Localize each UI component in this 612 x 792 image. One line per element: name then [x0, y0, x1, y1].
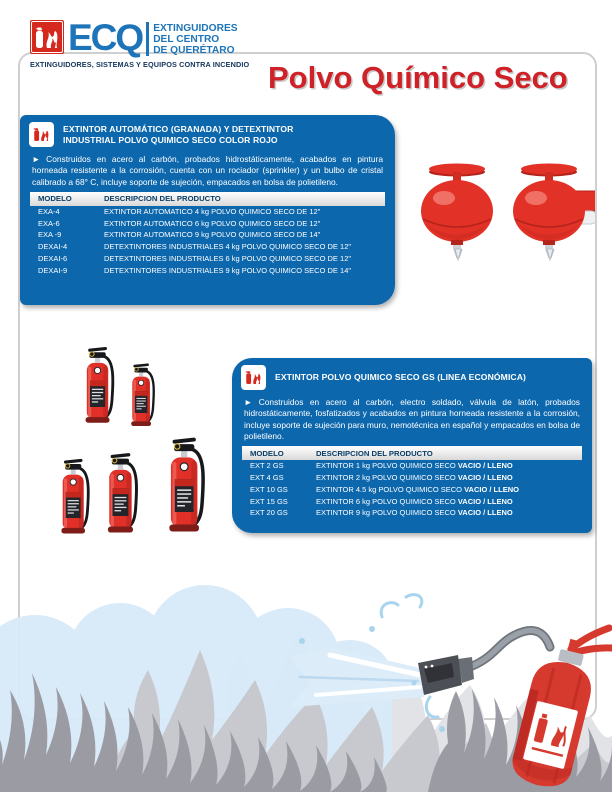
model-cell: EXT 15 GS [250, 496, 288, 506]
extinguisher-photo [61, 459, 88, 534]
model-cell: DEXAI-9 [38, 265, 68, 275]
table-row [30, 241, 385, 253]
panel-title [63, 122, 293, 145]
extinguisher-photo [169, 437, 203, 531]
table-row [242, 472, 582, 484]
column-model: MODELO [250, 448, 284, 458]
table-row [30, 253, 385, 265]
spray-fan [290, 647, 424, 707]
state-label: VACIO / LLENO [464, 484, 519, 494]
granada-extinguisher-left [421, 164, 493, 261]
granada-extinguisher-right [513, 164, 595, 261]
state-label: VACIO / LLENO [457, 508, 513, 518]
desc-cell: EXTINTOR 4.5 kg POLVO QUIMICO SECO VACIO / LLENO [316, 484, 519, 494]
extinguisher-flames-icon [241, 365, 266, 390]
table-row [30, 206, 385, 218]
panel-title-line1: EXTINTOR AUTOMÁTICO (GRANADA) Y DETEXTINTOR [63, 124, 294, 134]
panel-title-line2: INDUSTRIAL POLVO QUIMICO SECO COLOR ROJO [63, 134, 278, 145]
desc-cell: EXTINTOR 1 kg POLVO QUIMICO SECO VACIO / LLENO [316, 461, 513, 471]
spray-nozzle [418, 655, 474, 695]
desc-cell: DETEXTINTORES INDUSTRIALES 6 kg POLVO QUIMICO SECO DE 12" [104, 254, 352, 264]
model-cell: EXA-6 [38, 218, 60, 228]
page-title: Polvo Químico Seco [268, 60, 568, 95]
panel-header [20, 115, 395, 149]
desc-cell: EXTINTOR 6 kg POLVO QUIMICO SECO VACIO / LLENO [316, 496, 513, 506]
panel-title: EXTINTOR POLVO QUIMICO SECO GS (LINEA ECONÓMICA) [275, 372, 527, 382]
panel-header [232, 358, 592, 392]
panel-description: ► Construidos en acero al carbón, probados hidrostáticamente, acabados en pintura horneada resistente a la corrosión, cuenta con un rociador (sprinkler) y un bulbo de cristal calibrado a 68° C, incluye soporte de sujeción, empacados en bolsa de polietileno. [32, 154, 383, 187]
brand-line-2: DEL CENTRO [153, 33, 220, 45]
table-row [242, 507, 582, 519]
table-header [242, 446, 582, 460]
desc-cell: EXTINTOR AUTOMATICO 4 kg POLVO QUIMICO SECO DE 12" [104, 206, 321, 216]
desc-cell: EXTINTOR AUTOMATICO 6 kg POLVO QUIMICO SECO DE 12" [104, 218, 321, 228]
table-row [242, 460, 582, 472]
model-cell: EXA -9 [38, 230, 62, 240]
column-model: MODELO [38, 194, 72, 204]
table-header [30, 192, 385, 206]
automatic-extinguisher-photos [415, 145, 595, 270]
model-cell: EXT 4 GS [250, 472, 284, 482]
product-table [30, 192, 385, 277]
brand-tagline: EXTINGUIDORES, SISTEMAS Y EQUIPOS CONTRA INCENDIO [30, 60, 250, 69]
brand-logo [30, 17, 250, 69]
desc-cell: EXTINTOR 2 kg POLVO QUIMICO SECO VACIO / LLENO [316, 472, 513, 482]
panel-gs-extinguisher [232, 358, 592, 533]
brand-name [153, 20, 237, 58]
state-label: VACIO / LLENO [457, 461, 513, 471]
desc-cell: DETEXTINTORES INDUSTRIALES 9 kg POLVO QUIMICO SECO DE 14" [104, 265, 352, 275]
table-row [30, 218, 385, 230]
brand-line-3: DE QUERÉTARO [153, 44, 235, 56]
table-row [30, 229, 385, 241]
panel-description: ► Construidos en acero al carbón, electro soldado, válvula de latón, probados hidrostáticamente, fosfatizados y acabados en pintura horneada resistente a la corrosión, incluye soporte de sujeción para muro, nemotécnica en español y empacados en bolsa de polietileno. [244, 397, 580, 441]
product-table [242, 446, 582, 519]
state-label: VACIO / LLENO [457, 472, 513, 482]
extinguisher-hose [470, 631, 550, 667]
portable-extinguisher-photos [52, 338, 242, 540]
extinguisher-photo [108, 453, 137, 533]
extinguisher-photo [131, 363, 154, 426]
extinguisher-photo [86, 347, 113, 423]
model-cell: EXA-4 [38, 206, 60, 216]
table-row [242, 496, 582, 508]
state-label: VACIO / LLENO [457, 496, 513, 506]
model-cell: EXT 20 GS [250, 508, 288, 518]
brand-line-1: EXTINGUIDORES [153, 22, 238, 34]
desc-cell: EXTINTOR 9 kg POLVO QUIMICO SECO VACIO / LLENO [316, 508, 513, 518]
table-row [242, 484, 582, 496]
model-cell: EXT 2 GS [250, 461, 284, 471]
desc-cell: EXTINTOR AUTOMATICO 9 kg POLVO QUIMICO SECO DE 14" [104, 230, 321, 240]
desc-cell: DETEXTINTORES INDUSTRIALES 4 kg POLVO QUIMICO SECO DE 12" [104, 242, 352, 252]
brand-acronym: ECQ [68, 17, 143, 58]
extinguisher-flames-icon [29, 122, 54, 147]
model-cell: DEXAI-6 [38, 254, 68, 264]
panel-automatic-extinguisher [20, 115, 395, 305]
extinguisher-flames-icon [30, 20, 64, 58]
logo-divider [146, 22, 149, 56]
column-description: DESCRIPCION DEL PRODUCTO [104, 194, 221, 204]
model-cell: DEXAI-4 [38, 242, 68, 252]
smoke-flames-illustration [0, 555, 612, 792]
model-cell: EXT 10 GS [250, 484, 288, 494]
table-row [30, 265, 385, 277]
column-description: DESCRIPCION DEL PRODUCTO [316, 448, 433, 458]
